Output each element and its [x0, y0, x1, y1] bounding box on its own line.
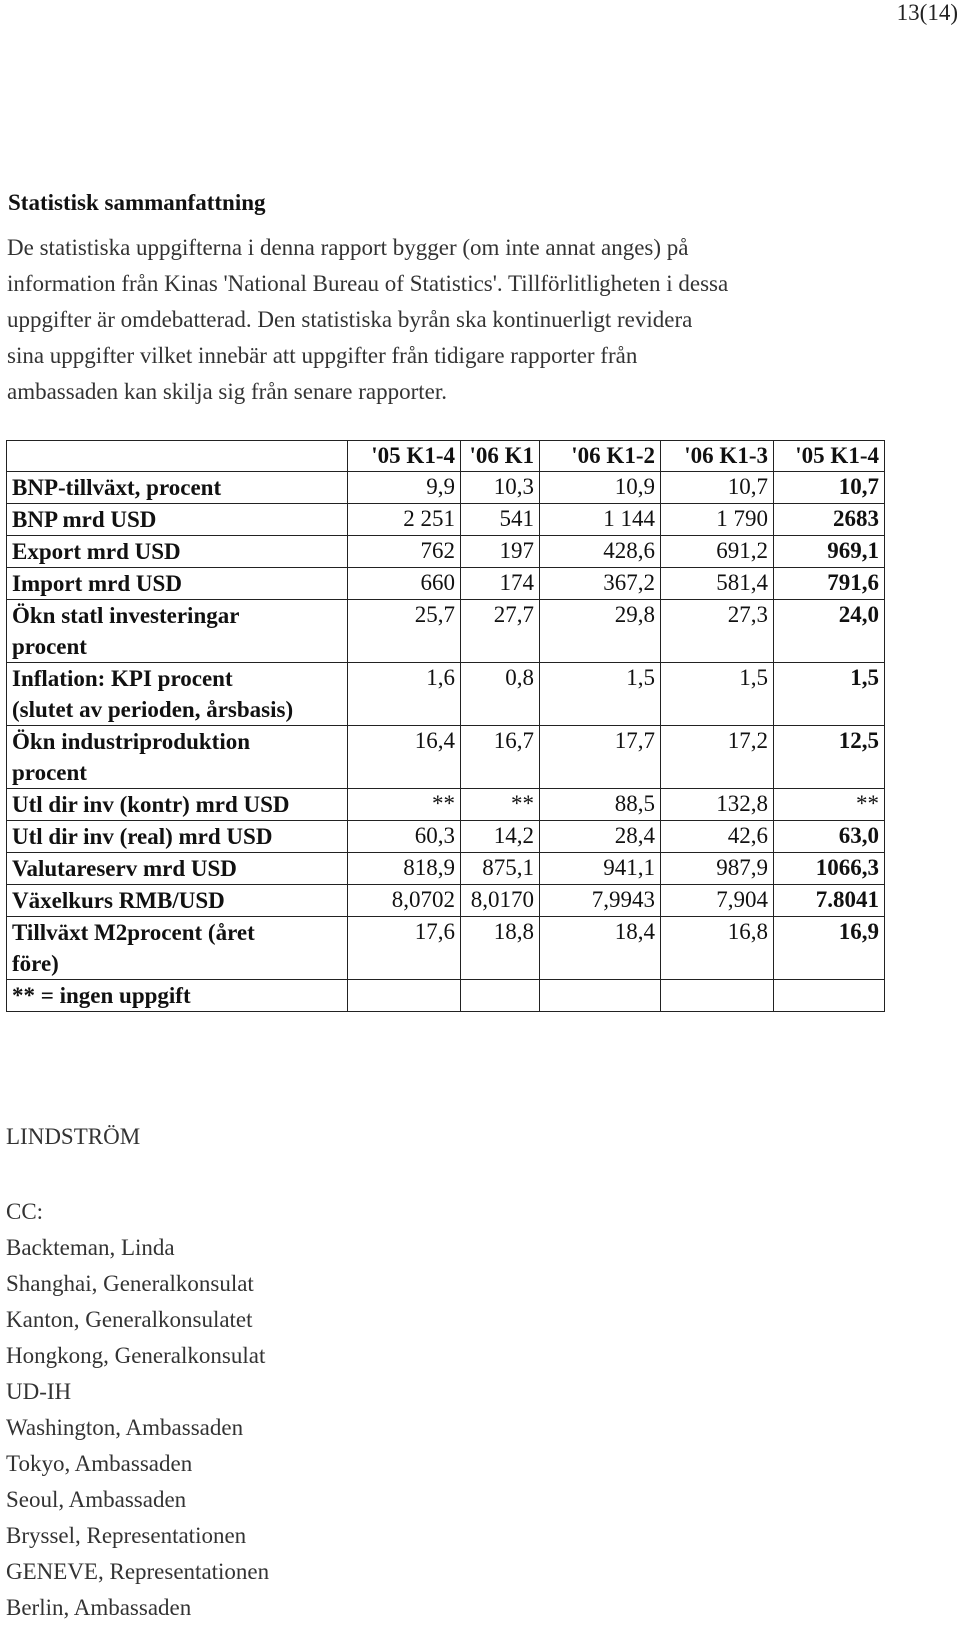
- table-cell: 27,3: [661, 600, 774, 663]
- table-cell: 16,8: [661, 917, 774, 980]
- intro-line: sina uppgifter vilket innebär att uppgifter från tidigare rapporter från: [7, 343, 638, 368]
- row-label-line: (slutet av perioden, årsbasis): [12, 697, 294, 722]
- table-cell: 16,4: [348, 726, 461, 789]
- table-cell: 18,4: [540, 917, 661, 980]
- table-cell: 27,7: [461, 600, 540, 663]
- header-cell: [7, 441, 348, 472]
- row-label-line: Ökn industriproduktion: [12, 729, 250, 754]
- intro-line: uppgifter är omdebatterad. Den statistiska byrån ska kontinuerligt revidera: [7, 307, 693, 332]
- table-cell: 1,6: [348, 663, 461, 726]
- row-label: [7, 600, 348, 663]
- table-cell: 17,6: [348, 917, 461, 980]
- table-cell: 875,1: [461, 853, 540, 885]
- table-cell: 2683: [774, 504, 885, 536]
- table-cell: 1 144: [540, 504, 661, 536]
- table-cell: 42,6: [661, 821, 774, 853]
- table-cell: 174: [461, 568, 540, 600]
- intro-paragraph: [7, 230, 857, 410]
- table-row: [7, 980, 885, 1012]
- table-cell: [540, 980, 661, 1012]
- table-cell: 969,1: [774, 536, 885, 568]
- header-cell: '06 K1: [461, 441, 540, 472]
- table-cell: 24,0: [774, 600, 885, 663]
- table-cell: 10,7: [774, 472, 885, 504]
- table-cell: **: [461, 789, 540, 821]
- table-cell: 428,6: [540, 536, 661, 568]
- table-cell: 0,8: [461, 663, 540, 726]
- table-cell: 29,8: [540, 600, 661, 663]
- row-label-line: Inflation: KPI procent: [12, 666, 233, 691]
- table-row: [7, 789, 885, 821]
- table-cell: **: [774, 789, 885, 821]
- table-cell: 818,9: [348, 853, 461, 885]
- table-cell: 1,5: [661, 663, 774, 726]
- table-cell: 60,3: [348, 821, 461, 853]
- table-cell: 17,2: [661, 726, 774, 789]
- list-item: Washington, Ambassaden: [6, 1415, 244, 1440]
- row-label-line: Tillväxt M2procent (året: [12, 920, 255, 945]
- list-item: GENEVE, Representationen: [6, 1559, 270, 1584]
- table-row: [7, 536, 885, 568]
- intro-line: information från Kinas 'National Bureau of Statistics'. Tillförlitligheten i dessa: [7, 271, 729, 296]
- table-cell: 88,5: [540, 789, 661, 821]
- table-row: [7, 472, 885, 504]
- row-label: [7, 663, 348, 726]
- row-label-line: procent: [12, 634, 87, 659]
- table-cell: 941,1: [540, 853, 661, 885]
- table-row: [7, 885, 885, 917]
- table-cell: 1,5: [540, 663, 661, 726]
- list-item: Shanghai, Generalkonsulat: [6, 1271, 254, 1296]
- table-cell: 1,5: [774, 663, 885, 726]
- table-cell: 132,8: [661, 789, 774, 821]
- table-cell: 10,9: [540, 472, 661, 504]
- list-item: Tokyo, Ambassaden: [6, 1451, 193, 1476]
- table-row: [7, 663, 885, 726]
- table-cell: 660: [348, 568, 461, 600]
- table-row: [7, 726, 885, 789]
- footnote-label: ** = ingen uppgift: [7, 980, 348, 1012]
- signature: LINDSTRÖM: [6, 1124, 141, 1149]
- header-cell: '06 K1-2: [540, 441, 661, 472]
- row-label-line: Ökn statl investeringar: [12, 603, 240, 628]
- list-item: Kanton, Generalkonsulatet: [6, 1307, 253, 1332]
- table-cell: 691,2: [661, 536, 774, 568]
- list-item: Bryssel, Representationen: [6, 1523, 247, 1548]
- table-cell: 17,7: [540, 726, 661, 789]
- statistics-table: [6, 440, 885, 1012]
- table-cell: 10,7: [661, 472, 774, 504]
- table-cell: 12,5: [774, 726, 885, 789]
- row-label: [7, 726, 348, 789]
- table-cell: 581,4: [661, 568, 774, 600]
- cc-list: [6, 1194, 269, 1626]
- cc-label: CC:: [6, 1199, 44, 1224]
- row-label: Import mrd USD: [7, 568, 348, 600]
- table-cell: 2 251: [348, 504, 461, 536]
- table-row: [7, 568, 885, 600]
- table-row: [7, 853, 885, 885]
- row-label: Valutareserv mrd USD: [7, 853, 348, 885]
- intro-line: ambassaden kan skilja sig från senare rapporter.: [7, 379, 448, 404]
- table-cell: 7,9943: [540, 885, 661, 917]
- table-cell: [661, 980, 774, 1012]
- table-header-row: [7, 441, 885, 472]
- table-cell: [461, 980, 540, 1012]
- table-cell: 16,9: [774, 917, 885, 980]
- table-cell: 987,9: [661, 853, 774, 885]
- row-label: Export mrd USD: [7, 536, 348, 568]
- section-heading: Statistisk sammanfattning: [8, 190, 266, 215]
- list-item: Backteman, Linda: [6, 1235, 175, 1260]
- table-cell: 8,0170: [461, 885, 540, 917]
- table-cell: [774, 980, 885, 1012]
- row-label: [7, 917, 348, 980]
- row-label: BNP mrd USD: [7, 504, 348, 536]
- table-cell: [348, 980, 461, 1012]
- row-label: Växelkurs RMB/USD: [7, 885, 348, 917]
- table-row: [7, 821, 885, 853]
- table-cell: 541: [461, 504, 540, 536]
- header-cell: '05 K1-4: [774, 441, 885, 472]
- list-item: UD-IH: [6, 1379, 72, 1404]
- table-row: [7, 600, 885, 663]
- table-cell: 762: [348, 536, 461, 568]
- table-cell: 7.8041: [774, 885, 885, 917]
- table-cell: 16,7: [461, 726, 540, 789]
- row-label: Utl dir inv (real) mrd USD: [7, 821, 348, 853]
- row-label-line: före): [12, 951, 59, 976]
- table-cell: 8,0702: [348, 885, 461, 917]
- table-cell: 14,2: [461, 821, 540, 853]
- table-cell: 28,4: [540, 821, 661, 853]
- row-label: Utl dir inv (kontr) mrd USD: [7, 789, 348, 821]
- table-row: [7, 504, 885, 536]
- table-cell: 7,904: [661, 885, 774, 917]
- table-cell: 9,9: [348, 472, 461, 504]
- list-item: Hongkong, Generalkonsulat: [6, 1343, 266, 1368]
- table-cell: 367,2: [540, 568, 661, 600]
- table-row: [7, 917, 885, 980]
- list-item: Seoul, Ambassaden: [6, 1487, 187, 1512]
- intro-line: De statistiska uppgifterna i denna rapport bygger (om inte annat anges) på: [7, 235, 689, 260]
- table-cell: 18,8: [461, 917, 540, 980]
- table-cell: 10,3: [461, 472, 540, 504]
- table-cell: 1066,3: [774, 853, 885, 885]
- row-label-line: procent: [12, 760, 87, 785]
- table-cell: 63,0: [774, 821, 885, 853]
- table-cell: **: [348, 789, 461, 821]
- row-label: BNP-tillväxt, procent: [7, 472, 348, 504]
- table-cell: 197: [461, 536, 540, 568]
- header-cell: '06 K1-3: [661, 441, 774, 472]
- table-cell: 791,6: [774, 568, 885, 600]
- list-item: Berlin, Ambassaden: [6, 1595, 192, 1620]
- table-cell: 1 790: [661, 504, 774, 536]
- page-number: 13(14): [896, 0, 958, 25]
- table-cell: 25,7: [348, 600, 461, 663]
- header-cell: '05 K1-4: [348, 441, 461, 472]
